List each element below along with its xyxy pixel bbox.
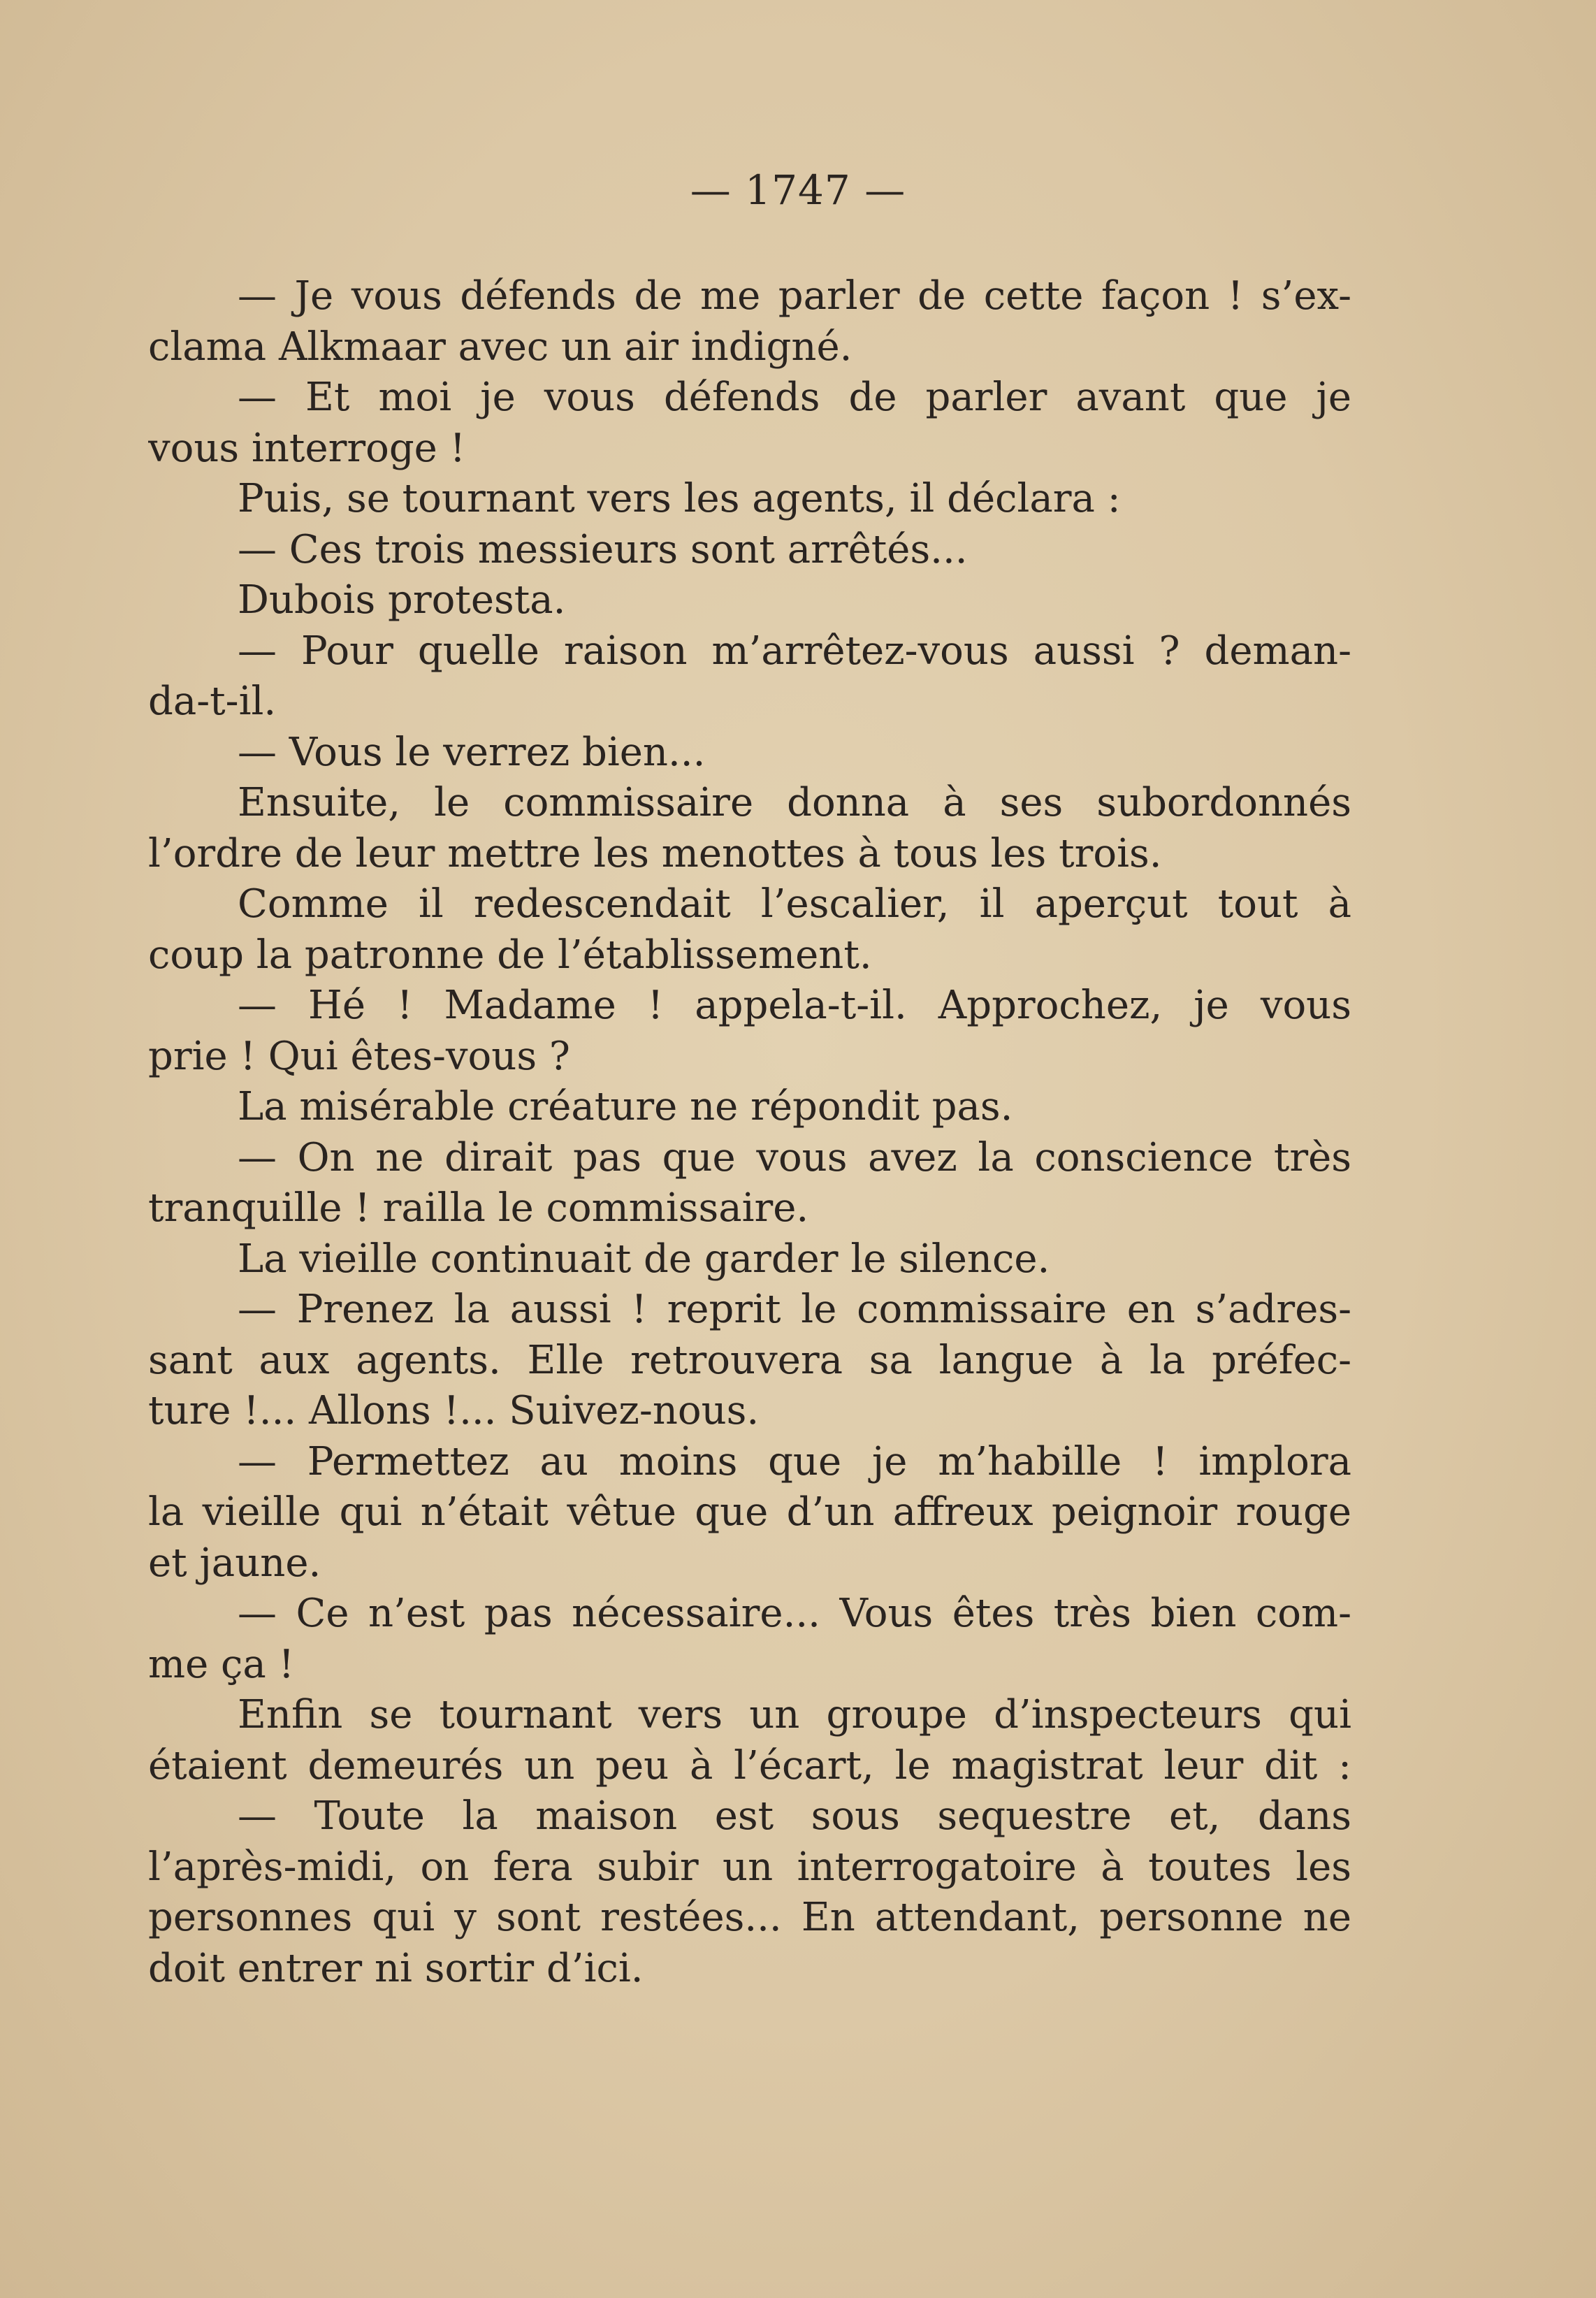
- text-line: — On ne dirait pas que vous avez la conscience très: [238, 1134, 1351, 1180]
- text-line: — Ces trois messieurs sont arrêtés...: [238, 526, 968, 572]
- text-line: l’après-midi, on fera subir un interrogatoire à toutes les: [148, 1844, 1351, 1890]
- text-line: coup la patronne de l’établissement.: [148, 932, 872, 978]
- text-line: personnes qui y sont restées... En attendant, personne ne: [148, 1895, 1351, 1940]
- text-line: clama Alkmaar avec un air indigné.: [148, 324, 853, 370]
- body-text: [148, 271, 1351, 1994]
- text-line: La misérable créature ne répondit pas.: [238, 1084, 1013, 1129]
- text-line: — Hé ! Madame ! appela-t-il. Approchez, je vous: [238, 983, 1351, 1028]
- text-line: Enfin se tournant vers un groupe d’inspecteurs qui: [238, 1692, 1351, 1737]
- text-line: Comme il redescendait l’escalier, il aperçut tout à: [238, 881, 1351, 927]
- text-line: Dubois protesta.: [238, 577, 566, 623]
- page-number: — 1747 —: [690, 166, 906, 214]
- text-line: — Ce n’est pas nécessaire... Vous êtes très bien com-: [238, 1591, 1351, 1636]
- text-line: da-t-il.: [148, 679, 277, 724]
- text-line: — Permettez au moins que je m’habille ! implora: [238, 1438, 1351, 1484]
- text-line: — Pour quelle raison m’arrêtez-vous aussi ? deman-: [238, 628, 1351, 674]
- text-line: Ensuite, le commissaire donna à ses subordonnés: [238, 780, 1351, 825]
- text-line: — Prenez la aussi ! reprit le commissaire en s’adres-: [238, 1287, 1351, 1332]
- text-line: — Toute la maison est sous sequestre et, dans: [238, 1793, 1351, 1839]
- text-line: étaient demeurés un peu à l’écart, le magistrat leur dit :: [148, 1742, 1351, 1788]
- text-line: tranquille ! railla le commissaire.: [148, 1185, 809, 1231]
- text-line: ture !... Allons !... Suivez-nous.: [148, 1388, 760, 1433]
- text-line: vous interroge !: [148, 425, 466, 471]
- text-line: l’ordre de leur mettre les menottes à tous les trois.: [148, 830, 1162, 876]
- text-line: doit entrer ni sortir d’ici.: [148, 1945, 644, 1991]
- text-line: — Vous le verrez bien...: [238, 729, 706, 775]
- text-line: sant aux agents. Elle retrouvera sa langue à la préfec-: [148, 1337, 1351, 1383]
- text-line: La vieille continuait de garder le silence.: [238, 1236, 1050, 1282]
- text-line: et jaune.: [148, 1540, 321, 1586]
- text-line: la vieille qui n’était vêtue que d’un affreux peignoir rouge: [148, 1489, 1351, 1535]
- text-line: me ça !: [148, 1641, 295, 1687]
- text-line: Puis, se tournant vers les agents, il déclara :: [238, 476, 1121, 521]
- text-line: prie ! Qui êtes-vous ?: [148, 1033, 570, 1079]
- text-line: — Et moi je vous défends de parler avant que je: [238, 375, 1351, 420]
- text-line: — Je vous défends de me parler de cette façon ! s’ex-: [238, 273, 1351, 319]
